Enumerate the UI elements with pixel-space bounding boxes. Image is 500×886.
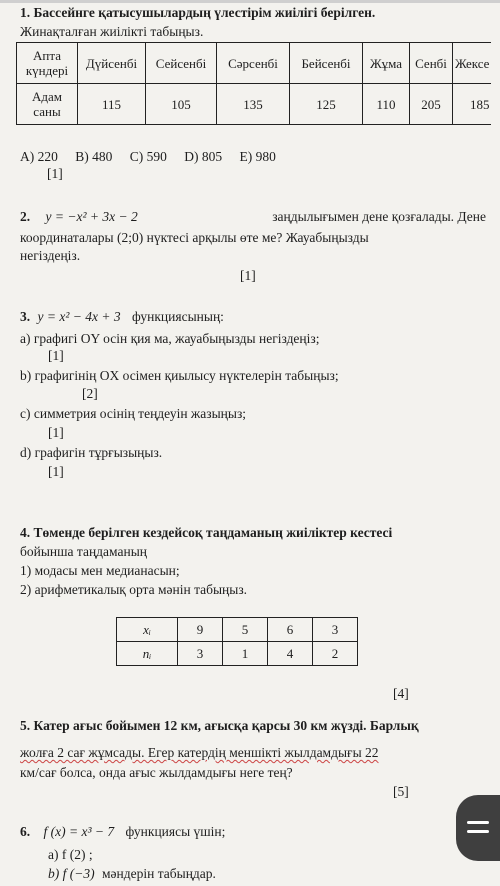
q1-answer-options [20,148,486,165]
q3-item-d-mark: [1] [48,464,64,479]
value-cell: 135 [217,84,290,125]
q4-item1: 1) модасы мен медианасын; [20,563,180,578]
day-cell: Дүйсенбі [78,43,146,84]
q3-formula: y = x² − 4x + 3 [37,309,121,324]
x-value-cell: 6 [268,618,313,642]
value-cell: 110 [363,84,410,125]
q6-formula: f (x) = x³ − 7 [43,824,115,839]
q6-intro-text: функциясы үшін; [125,824,226,839]
n-value-cell: 1 [223,642,268,666]
q1-title-line2: Жинақталған жиілікті табыңыз. [20,24,204,39]
q3-intro [20,308,486,325]
q1-frequency-table [16,42,491,125]
q2-mark: [1] [240,268,256,283]
row-label-line1: Адам [32,89,62,104]
q2-line3: негіздеңіз. [20,248,81,263]
day-cell: Сейсенбі [146,43,217,84]
q2-line1-text: заңдылығымен дене қозғалады. Дене [272,209,486,224]
n-value-cell: 2 [313,642,358,666]
q5-mark: [5] [393,784,409,799]
day-cell: Жексе [453,43,492,84]
answer-option: A) 220 [20,149,58,164]
answer-option: E) 980 [239,149,276,164]
q3-item-c-mark: [1] [48,425,64,440]
q2-number: 2. [20,209,31,224]
n-value-cell: 3 [178,642,223,666]
table-row [117,642,358,666]
day-cell: Бейсенбі [290,43,363,84]
q4-mark: [4] [393,686,409,701]
previous-question-cut [0,0,500,3]
q3-item-a: а) графигі OY осін қия ма, жауабыңызды негіздеңіз; [20,331,320,346]
x-value-cell: 5 [223,618,268,642]
answer-option: C) 590 [129,149,167,164]
n-value-cell: 4 [268,642,313,666]
q6-item-b-text: мәндерін табыңдар. [101,866,216,881]
q2-line2: координаталары (2;0) нүктесі арқылы өте ме? Жауабыңызды [20,230,369,245]
table-row [117,618,358,642]
q4-line1: 4. Төменде берілген кездейсоқ таңдаманың жиіліктер кестесі [20,525,393,540]
q2-formula: y = −x² + 3x − 2 [45,209,138,224]
q4-line2: бойынша таңдаманың [20,544,148,559]
q1-mark: [1] [47,166,63,181]
answer-option: B) 480 [75,149,113,164]
q5-line2: жолға 2 сағ жұмсады. Егер катердің меншікті жылдамдығы 22 [20,745,379,760]
q1-title-line1: 1. Бассейнге қатысушылардың үлестірім жиілігі берілген. [20,5,376,20]
header-label-line1: Апта [33,48,61,63]
value-cell: 125 [290,84,363,125]
x-value-cell: 9 [178,618,223,642]
x-label-cell: xᵢ [117,618,178,642]
table-row [17,84,492,125]
q6-item-a: a) f (2) ; [48,847,93,862]
q6-item-b [48,865,486,882]
day-cell: Жұма [363,43,410,84]
q5-line1: 5. Катер ағыс бойымен 12 км, ағысқа қарсы 30 км жүзді. Барлық [20,718,419,733]
answer-option: D) 805 [184,149,223,164]
q5-line3: км/сағ болса, онда ағыс жылдамдығы неге тең? [20,765,293,780]
x-value-cell: 3 [313,618,358,642]
n-label-cell: nᵢ [117,642,178,666]
q3-intro-text: функциясының: [131,309,224,324]
value-cell: 105 [146,84,217,125]
menu-button[interactable] [456,795,500,861]
q3-item-a-mark: [1] [48,348,64,363]
header-label-line2: күндері [25,63,69,78]
header-cell [17,43,78,84]
day-cell: Сенбі [410,43,453,84]
q6-item-b-label: b) f (−3) [48,866,95,881]
value-cell: 115 [78,84,146,125]
q3-item-b: b) графигінің OX осімен қиылысу нүктелерін табыңыз; [20,368,339,383]
table-row [17,43,492,84]
q3-item-c: c) симметрия осінің теңдеуін жазыңыз; [20,406,247,421]
q2-line1 [20,208,486,225]
q4-item2: 2) арифметикалық орта мәнін табыңыз. [20,582,248,597]
day-cell: Сәрсенбі [217,43,290,84]
row-label-cell [17,84,78,125]
q3-item-b-mark: [2] [82,386,98,401]
value-cell: 185 [453,84,492,125]
value-cell: 205 [410,84,453,125]
q3-number: 3. [20,309,31,324]
q6-intro [20,823,486,840]
q4-sample-table [116,617,358,666]
q3-item-d: d) графигін тұрғызыңыз. [20,445,163,460]
row-label-line2: саны [33,104,61,119]
q6-number: 6. [20,824,31,839]
